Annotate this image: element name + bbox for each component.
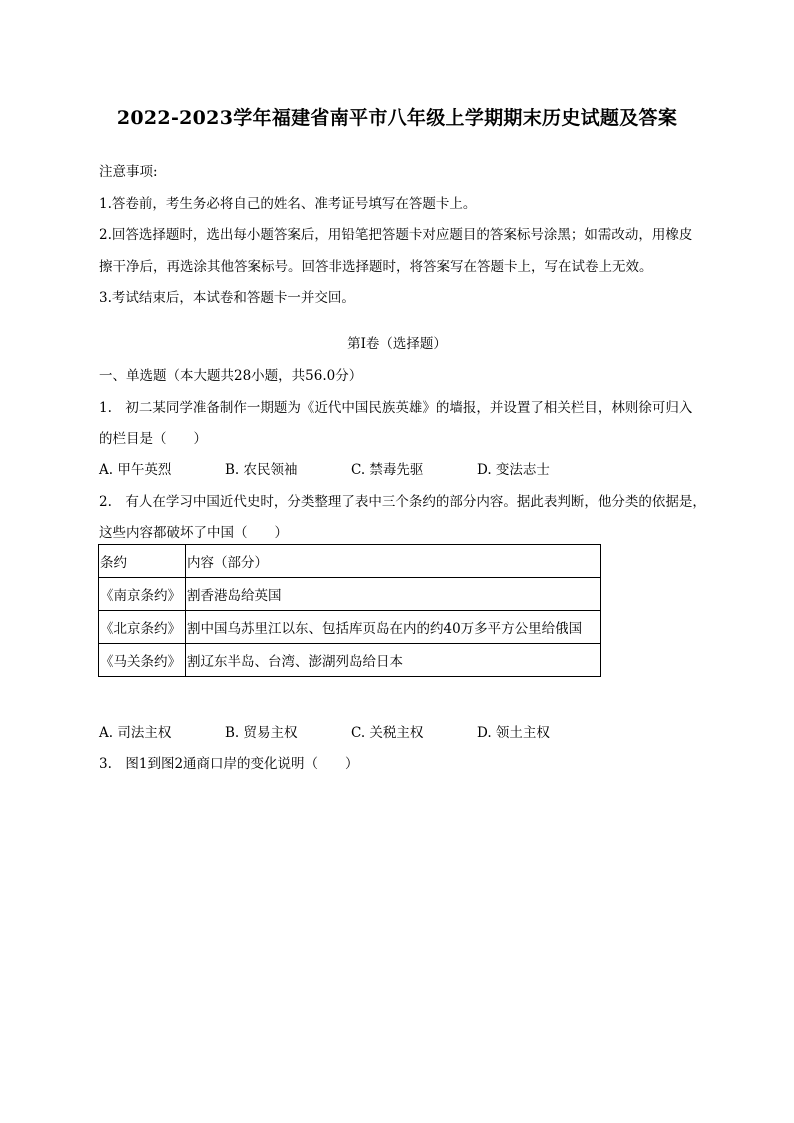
part-heading: 一、单选题（本大题共28小题，共56.0分） xyxy=(99,368,363,384)
option-b: B. 贸易主权 xyxy=(225,725,298,741)
table-header-row xyxy=(99,545,601,578)
notice-item-3: 3.考试结束后，本试卷和答题卡一并交回。 xyxy=(99,290,355,306)
question-1-line-1: 1. 初二某同学准备制作一期题为《近代中国民族英雄》的墙报，并设置了相关栏目，林则徐可归入 xyxy=(99,400,693,416)
table-row xyxy=(99,578,601,611)
option-b: B. 农民领袖 xyxy=(225,462,298,478)
table-header: 内容（部分） xyxy=(186,545,601,578)
table-cell: 《北京条约》 xyxy=(99,611,186,644)
question-3-line-1: 3. 图1到图2通商口岸的变化说明（ ） xyxy=(99,756,359,772)
treaty-table xyxy=(98,544,601,677)
table-cell: 《南京条约》 xyxy=(99,578,186,611)
notice-heading: 注意事项: xyxy=(99,164,158,180)
option-d: D. 变法志士 xyxy=(477,462,550,478)
notice-item-2-continued: 擦干净后，再选涂其他答案标号。回答非选择题时，将答案写在答题卡上，写在试卷上无效。 xyxy=(99,259,653,275)
table-header: 条约 xyxy=(99,545,186,578)
table-row xyxy=(99,644,601,677)
notice-item-2: 2.回答选择题时，选出每小题答案后，用铅笔把答题卡对应题目的答案标号涂黑；如需改动，用橡皮 xyxy=(99,227,693,243)
document-title: 2022-2023学年福建省南平市八年级上学期期末历史试题及答案 xyxy=(116,107,678,129)
question-2-line-2: 这些内容都破坏了中国（ ） xyxy=(99,525,288,541)
question-1-line-2: 的栏目是（ ） xyxy=(99,431,207,447)
table-cell: 割中国乌苏里江以东、包括库页岛在内的约40万多平方公里给俄国 xyxy=(186,611,601,644)
question-1-options xyxy=(99,458,550,478)
option-a: A. 司法主权 xyxy=(99,725,172,741)
section-title: 第Ⅰ卷（选择题） xyxy=(347,336,447,352)
table-row xyxy=(99,611,601,644)
option-c: C. 禁毒先驱 xyxy=(351,462,424,478)
option-d: D. 领土主权 xyxy=(477,725,550,741)
table-cell: 《马关条约》 xyxy=(99,644,186,677)
table-cell: 割辽东半岛、台湾、澎湖列岛给日本 xyxy=(186,644,601,677)
option-c: C. 关税主权 xyxy=(351,725,424,741)
question-2-options xyxy=(99,721,550,741)
question-2-line-1: 2. 有人在学习中国近代史时，分类整理了表中三个条约的部分内容。据此表判断，他分类的依据是， xyxy=(99,494,706,510)
table-cell: 割香港岛给英国 xyxy=(186,578,601,611)
option-a: A. 甲午英烈 xyxy=(99,462,172,478)
notice-item-1: 1.答卷前，考生务必将自己的姓名、准考证号填写在答题卡上。 xyxy=(99,196,477,212)
